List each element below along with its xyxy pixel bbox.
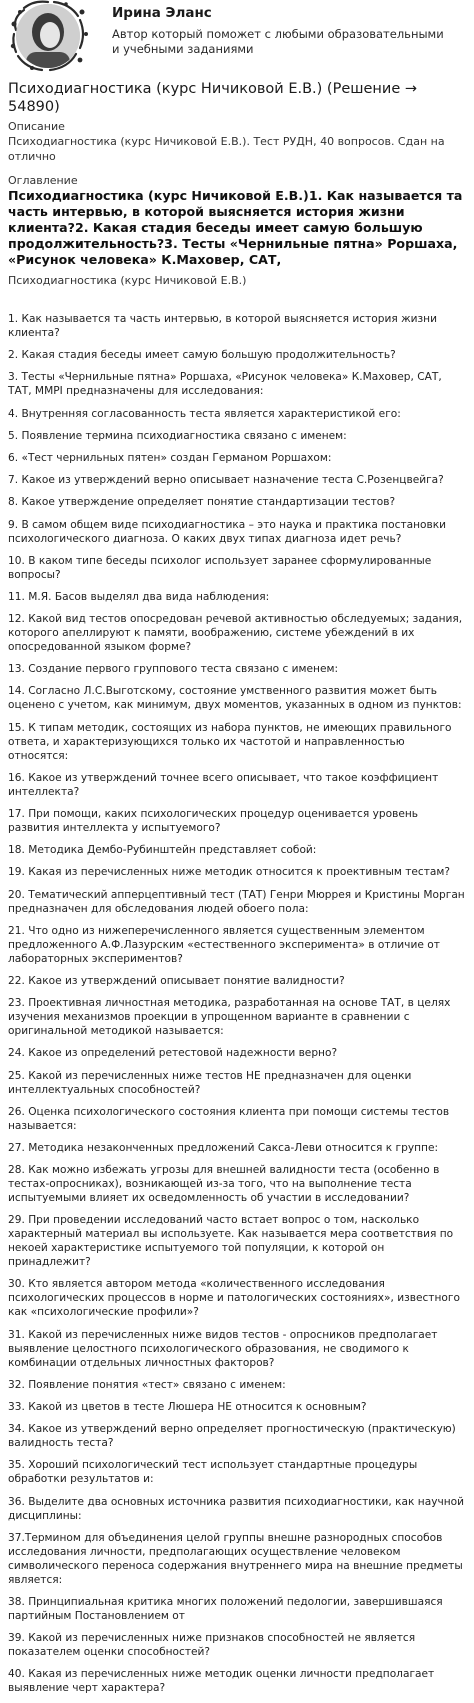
question-item: 32. Появление понятия «тест» связано с именем: — [8, 1378, 286, 1391]
question-item: 18. Методика Дембо-Рубинштейн представляет собой: — [8, 844, 317, 857]
question-item: 28. Как можно избежать угрозы для внешней валидности теста (особенно в тестах-опросниках), возникающей из-за того, что на выполнение теста испытуемыми влияет их осведомленность об участии в исследовании? — [8, 1164, 440, 1205]
question-item: 4. Внутренняя согласованность теста является характеристикой его: — [8, 407, 401, 420]
question-item: 11. М.Я. Басов выделял два вида наблюдения: — [8, 590, 270, 603]
question-item: 8. Какое утверждение определяет понятие стандартизации тестов? — [8, 496, 396, 509]
question-item: 25. Какой из перечисленных ниже тестов НЕ предназначен для оценки интеллектуальных способностей? — [8, 1069, 412, 1096]
question-item: 26. Оценка психологического состояния клиента при помощи системы тестов называется: — [8, 1105, 450, 1132]
question-item: 38. Принципиальная критика многих положений педологии, завершившаяся партийным Постановлением от — [8, 1595, 443, 1622]
question-item: 30. Кто является автором метода «количественного исследования психологических процессов в норме и патологических состояниях», известного как «психологические профили»? — [8, 1278, 460, 1319]
question-item: 22. Какое из утверждений описывает понятие валидности? — [8, 974, 345, 987]
question-item: 29. При проведении исследований часто встает вопрос о том, насколько характерный материал вы используете. Как называется мера соответствия по некоей характеристике испытуемого той популяции, к которой он принадлежит? — [8, 1214, 454, 1269]
question-item: 2. Какая стадия беседы имеет самую большую продолжительность? — [8, 349, 396, 362]
question-item: 13. Создание первого группового теста связано с именем: — [8, 663, 339, 676]
question-item: 33. Какой из цветов в тесте Люшера НЕ относится к основным? — [8, 1401, 367, 1413]
question-item: 14. Согласно Л.С.Выготскому, состояние умственного развития может быть оценено с учетом, как минимум, двух моментов, указанных в одном из пунктов: — [8, 685, 462, 712]
question-item: 12. Какой вид тестов опосредован речевой активностью обследуемых; задания, которого апеллируют к памяти, воображению, системе убеждений в их опосредованной языком форме? — [8, 613, 463, 654]
question-item: 27. Методика незаконченных предложений Сакса-Леви относится к группе: — [8, 1141, 439, 1154]
question-item: 31. Какой из перечисленных ниже видов тестов - опросников предполагает выявление целостного психологического образования, не сводимого к комбинации отдельных личностных факторов? — [8, 1328, 438, 1369]
avatar-portrait — [16, 4, 80, 68]
question-item: 34. Какое из утверждений верно определяет прогностическую (практическую) валидность теста? — [8, 1423, 456, 1450]
author-name[interactable]: Ирина Эланс — [112, 5, 212, 21]
question-item: 6. «Тест чернильных пятен» создан Германом Роршахом: — [8, 451, 332, 464]
question-item: 5. Появление термина психодиагностика связано с именем: — [8, 429, 347, 442]
toc-label: Оглавление — [8, 174, 78, 187]
question-item: 24. Какое из определений ретестовой надежности верно? — [8, 1047, 338, 1060]
question-item: 10. В каком типе беседы психолог использует заранее сформулированные вопросы? — [8, 554, 432, 581]
work-description: Психодиагностика (курс Ничиковой Е.В.). Тест РУДН, 40 вопросов. Сдан на отлично — [8, 135, 445, 163]
question-item: 3. Тесты «Чернильные пятна» Роршаха, «Рисунок человека» К.Маховер, САТ, ТАТ, MMPI предназначены для исследования: — [8, 371, 442, 398]
question-item: 35. Хороший психологический тест использует стандартные процедуры обработки результатов и: — [8, 1459, 418, 1486]
question-item: 15. К типам методик, состоящих из набора пунктов, не имеющих правильного ответа, и характеризующихся только их частотой и направленностью относятся: — [8, 721, 452, 762]
question-list — [8, 312, 466, 1695]
question-item: 23. Проективная личностная методика, разработанная на основе ТАТ, в целях изучения механизмов проекции в упрощенном варианте в сравнении с оригинальной методикой называется: — [8, 997, 451, 1038]
question-item: 9. В самом общем виде психодиагностика – это наука и практика постановки психологического диагноза. О каких двух типах диагноза идет речь? — [8, 518, 447, 545]
question-item: 37.Термином для объединения целой группы внешне разнородных способов исследования личности, предполагающих осуществление человеком символического переноса содержания внутреннего мира на внешние предметы является: — [8, 1531, 463, 1586]
toc-heading: Психодиагностика (курс Ничиковой Е.В.)1. Как называется та часть интервью, в которой выясняется история жизни клиента?2. Какая стадия беседы имеет самую большую продолжительность?3. Тесты «Чернильные пятна» Роршаха, «Рисунок человека» К.Маховер, САТ, — [8, 188, 463, 267]
question-item: 1. Как называется та часть интервью, в которой выясняется история жизни клиента? — [8, 313, 437, 339]
avatar — [16, 4, 80, 68]
question-item: 19. Какая из перечисленных ниже методик относится к проективным тестам? — [8, 866, 450, 879]
question-item: 20. Тематический апперцептивный тест (ТАТ) Генри Мюррея и Кристины Морган предназначен для обследования людей обоего пола: — [8, 888, 465, 915]
question-item: 7. Какое из утверждений верно описывает назначение теста С.Розенцвейга? — [8, 474, 444, 487]
question-item: 39. Какой из перечисленных ниже признаков способностей не является показателем оценки способностей? — [8, 1632, 416, 1659]
question-item: 36. Выделите два основных источника развития психодиагностики, как научной дисциплины: — [8, 1495, 465, 1522]
question-item: 21. Что одно из нижеперечисленного является существенным элементом предложенного А.Ф.Лазурским «естественного эксперимента» в отличие от лабораторных экспериментов? — [8, 924, 440, 965]
question-item: 17. При помощи, каких психологических процедур оценивается уровень развития интеллекта у испытуемого? — [8, 808, 419, 834]
description-label: Описание — [8, 120, 65, 133]
author-description: Автор который поможет с любыми образовательными и учебными заданиями — [112, 27, 444, 56]
toc-subtitle: Психодиагностика (курс Ничиковой Е.В.) — [8, 274, 247, 287]
author-card — [8, 0, 466, 68]
question-item: 40. Какая из перечисленных ниже методик оценки личности предполагает выявление черт характера? — [8, 1668, 435, 1695]
work-title: Психодиагностика (курс Ничиковой Е.В.) (Решение → 54890) — [8, 81, 418, 115]
question-item: 16. Какое из утверждений точнее всего описывает, что такое коэффициент интеллекта? — [8, 771, 439, 798]
